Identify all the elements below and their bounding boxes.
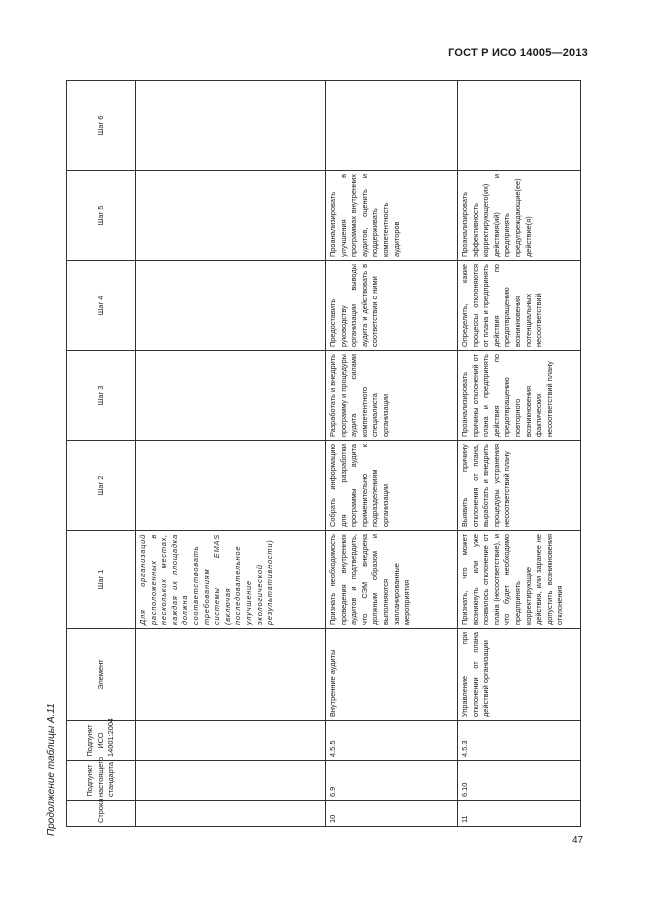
col-header-iso: Подпункт ИСО 14001:2004 [67, 721, 136, 761]
cell-step2: Выявить причину отклонения от плана, выработать и внедрить процедуры устранения несоответствий плану [458, 441, 581, 531]
col-header-row: Строка [67, 801, 136, 827]
col-header-step5: Шаг 5 [67, 171, 136, 261]
cell-step5: Проанализировать улучшения в программах внутренних аудитов, оценить и поддерживать компетентность аудиторов [326, 171, 458, 261]
cell-step3: Разработать и внедрить программу и процедуры аудита силами компетентного специалиста организации [326, 351, 458, 441]
cell-iso: 4.5.5 [326, 721, 458, 761]
cell-step5: Проанализировать эффективность корректирующего(их) действия(ий) и предпринять предупреждающие(ее) действие(я) [458, 171, 581, 261]
page-number: 47 [572, 835, 584, 846]
cell-step6 [136, 81, 326, 171]
cell-iso: 4.5.3 [458, 721, 581, 761]
cell-step6 [458, 81, 581, 171]
continuation-table [66, 80, 581, 827]
document-header: ГОСТ Р ИСО 14005—2013 [448, 47, 588, 59]
cell-step4 [136, 261, 326, 351]
table-row [136, 81, 326, 827]
col-header-element: Элемент [67, 629, 136, 721]
cell-step4: Предоставить руководству организации выводы аудита и действовать в соответствии с ними [326, 261, 458, 351]
cell-step5 [136, 171, 326, 261]
rotated-table-container [66, 81, 575, 827]
cell-step2 [136, 441, 326, 531]
cell-subclause: 6.9 [326, 761, 458, 801]
col-header-step4: Шаг 4 [67, 261, 136, 351]
table-header-row [67, 81, 136, 827]
table-row [326, 81, 458, 827]
cell-step1: Признать необходимость проведения внутренних аудитов и подтвердить, что СЭМ внедрена должным образом и выполняются запланированные мероприятия [326, 531, 458, 629]
col-header-step6: Шаг 6 [67, 81, 136, 171]
table-row [458, 81, 581, 827]
cell-subclause: 6.10 [458, 761, 581, 801]
cell-element: Управление при отклонении от плана действий организации [458, 629, 581, 721]
cell-step1: Для организаций расположенных в нескольких местах, каждая их площадка должна соответствовать требованиям системы EMAS (включая последовательное улучшение экологической результативности) [136, 531, 326, 629]
col-header-subclause: Подпункт настоящего стандарта [67, 761, 136, 801]
table-caption: Продолжение таблицы А.11 [46, 703, 57, 836]
cell-row: 11 [458, 801, 581, 827]
col-header-step3: Шаг 3 [67, 351, 136, 441]
cell-subclause [136, 761, 326, 801]
cell-step3 [136, 351, 326, 441]
cell-row: 10 [326, 801, 458, 827]
cell-step2: Собрать информацию для разработки программы аудита применительно к подразделениям организации [326, 441, 458, 531]
cell-element [136, 629, 326, 721]
cell-step1: Признать, что может возникнуть или уже появилось отклонение от плана (несоответствие), и что будет необходимо предпринять корректирующие действия, или заранее не допустить возникновения отклонения [458, 531, 581, 629]
cell-step6 [326, 81, 458, 171]
cell-row [136, 801, 326, 827]
cell-iso [136, 721, 326, 761]
col-header-step2: Шаг 2 [67, 441, 136, 531]
cell-step4: Определить, какие процессы отклоняются от плана и предпринять действия по предотвращению возникновения потенциальных несоответствий [458, 261, 581, 351]
cell-element: Внутренние аудиты [326, 629, 458, 721]
cell-step3: Проанализировать причины отклонений от плана и предпринять действия по предотвращению повторного возникновения фактических несоответствий плану [458, 351, 581, 441]
col-header-step1: Шаг 1 [67, 531, 136, 629]
